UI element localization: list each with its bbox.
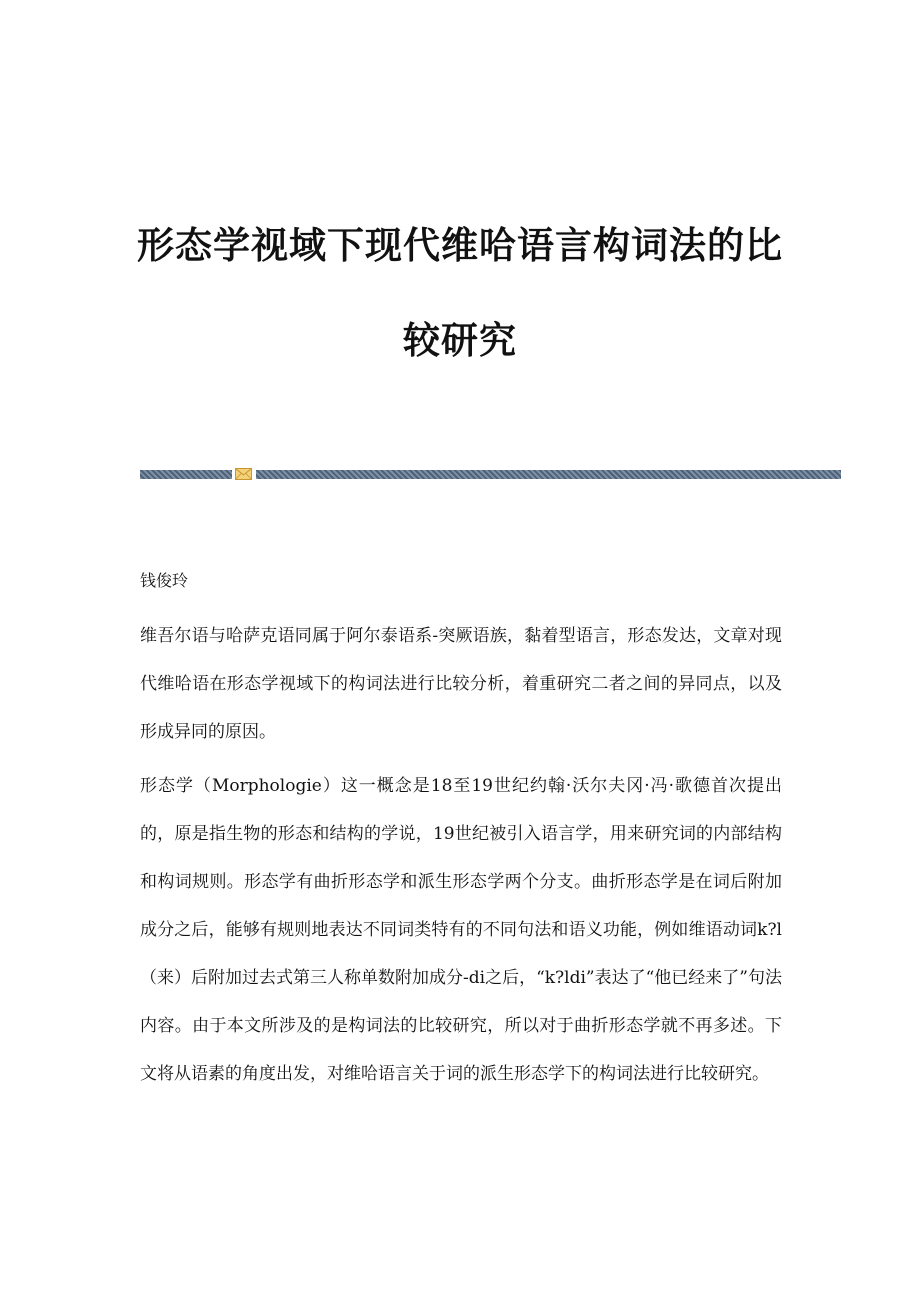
body-paragraph-1: 形态学（Morphologie）这一概念是18至19世纪约翰·沃尔夫冈·冯·歌德首次提出的，原是指生物的形态和结构的学说，19世纪被引入语言学，用来研究词的内部结构和构词规则。形态学有曲折形态学和派生形态学两个分支。曲折形态学是在词后附加成分之后，能够有规则地表达不同词类特有的不同句法和语义功能，例如维语动词k?l（来）后附加过去式第三人称单数附加成分-di之后，“k?ldi”表达了“他已经来了”句法内容。由于本文所涉及的是构词法的比较研究，所以对于曲折形态学就不再多述。下文将从语素的角度出发，对维哈语言关于词的派生形态学下的构词法进行比较研究。 — [140, 776, 782, 1084]
mail-icon — [235, 468, 252, 480]
document-title-line2: 较研究 — [403, 318, 517, 362]
abstract-paragraph: 维吾尔语与哈萨克语同属于阿尔泰语系-突厥语族，黏着型语言，形态发达，文章对现代维哈语在形态学视域下的构词法进行比较分析，着重研究二者之间的异同点，以及形成异同的原因。 — [140, 626, 782, 742]
document-title-line1: 形态学视域下现代维哈语言构词法的比 — [137, 223, 783, 267]
author-name: 钱俊玲 — [140, 571, 189, 590]
title-divider-left — [140, 470, 232, 479]
title-divider-right — [256, 470, 841, 479]
